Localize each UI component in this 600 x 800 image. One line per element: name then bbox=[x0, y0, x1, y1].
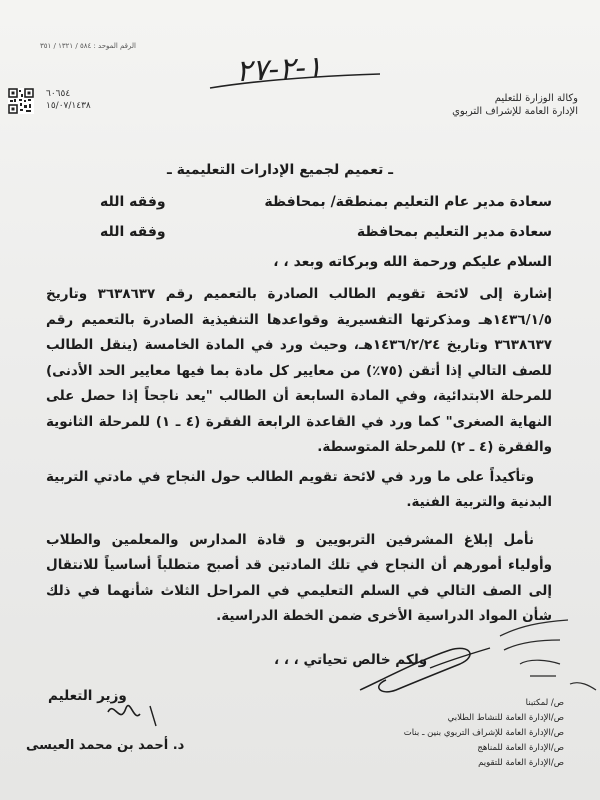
handwritten-reference: ١-٢-٢٧ bbox=[235, 49, 323, 90]
salutation: السلام عليكم ورحمة الله وبركاته وبعد ، ، bbox=[273, 254, 552, 270]
reference-line: الرقم الموحد : ٥٨٤ / ١٣٢١ / ٣٥١ bbox=[40, 42, 136, 50]
body-paragraph-1: إشارة إلى لائحة تقويم الطالب الصادرة بالتعميم رقم ٣٦٣٨٦٣٧ وتاريخ ١٤٣٦/١/٥هـ ومذكرتها التفسيرية وقواعدها التنفيذية الصادرة بالتعميم رقم ٣٦٣٨٦٣٧ وتاريخ ١٤٣٦/٢/٢٤هـ، وحيث ورد في المادة الخامسة (ينقل الطالب للصف التالي إذا أتقن (٧٥٪) من معايير كل مادة بما فيها معايير الحد الأدنى) للمرحلة الابتدائية، وفي المادة السابعة أن الطالب "يعد ناجحاً إذا حصل على النهاية الصغرى" كما ورد في القاعدة الرابعة الفقرة (٤ ـ ١) للمرحلة الثانوية والفقرة (٤ ـ ٢) للمرحلة المتوسطة. bbox=[46, 286, 553, 455]
addressee-2-name: سعادة مدير التعليم بمحافظة bbox=[356, 224, 552, 240]
document-subject: ـ تعميم لجميع الإدارات التعليمية ـ bbox=[166, 162, 394, 178]
body-paragraph-3: نأمل إبلاغ المشرفين التربويين و قادة المدارس والمعلمين والطلاب وأولياء أمورهم أن النجاح في تلك المادتين قد أصبح متطلباً أساسياً للانتقال إلى الصف التالي في السلم التعليمي في المراحل الثلاث شأنهما في ذلك شأن المواد الدراسية الأخرى ضمن الخطة الدراسية. bbox=[46, 531, 552, 624]
ministry-line-1: وكالة الوزارة للتعليم bbox=[494, 93, 578, 104]
document-date: ١٥/٠٧/١٤٣٨ bbox=[46, 101, 91, 111]
cc-item: ص/الإدارة العامة للتقويم bbox=[478, 758, 564, 768]
closing-line: ولكم خالص تحياتي ، ، ، bbox=[274, 652, 428, 668]
cc-item: ص/الإدارة العامة للنشاط الطلابي bbox=[447, 713, 564, 723]
document-number: ٦٠٦٥٤ bbox=[46, 89, 71, 99]
signature-title: وزير التعليم bbox=[48, 688, 127, 704]
cc-item: ص/ لمكتبنا bbox=[525, 698, 564, 708]
addressee-2-greeting: وفقه الله bbox=[100, 224, 166, 240]
cc-item: ص/الإدارة العامة للإشراف التربوي بنين ـ بنات bbox=[403, 728, 564, 738]
addressee-1-name: سعادة مدير عام التعليم بمنطقة/ بمحافظة bbox=[264, 194, 552, 210]
ministry-line-2: الإدارة العامة للإشراف التربوي bbox=[452, 106, 578, 117]
addressee-1-greeting: وفقه الله bbox=[100, 194, 166, 210]
signer-name: د. أحمد بن محمد العيسى bbox=[26, 738, 185, 753]
cc-item: ص/الإدارة العامة للمناهج bbox=[477, 743, 564, 753]
body-paragraph-2: وتأكيداً على ما ورد في لائحة تقويم الطالب حول النجاح في مادتي التربية البدنية والتربية الفنية. bbox=[46, 468, 552, 510]
